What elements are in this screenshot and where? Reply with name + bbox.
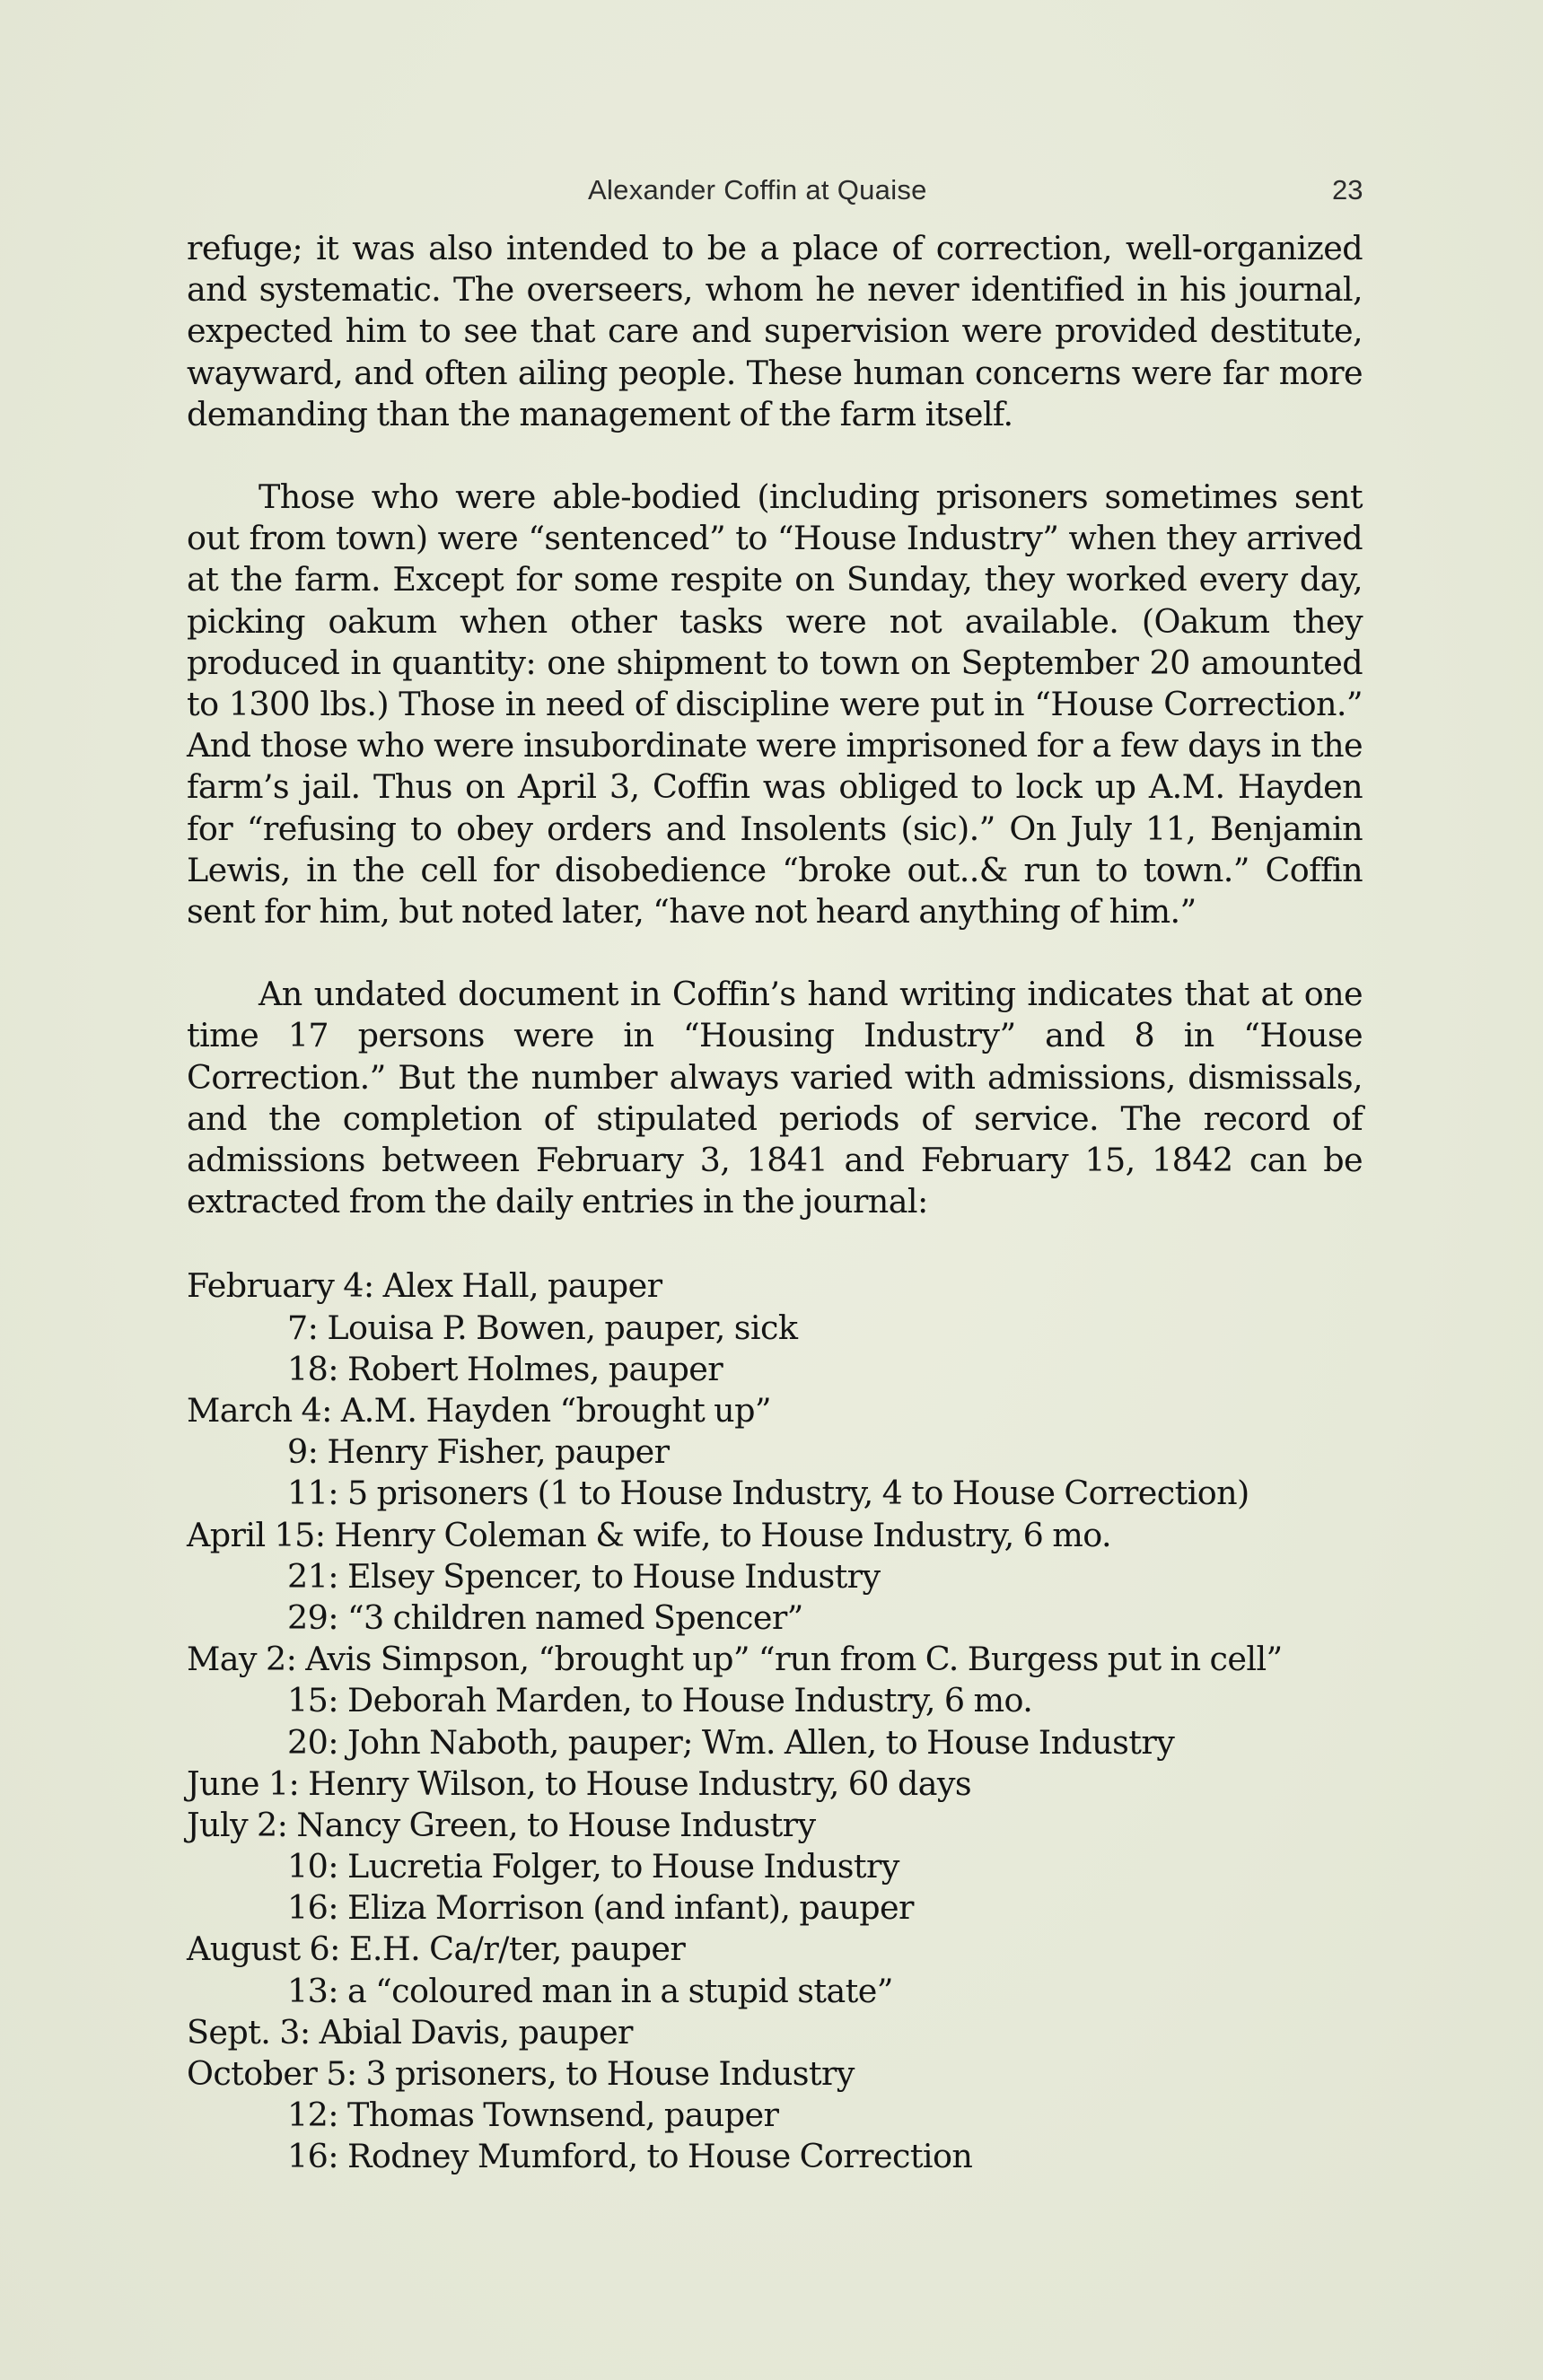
admission-entry: 15: Deborah Marden, to House Industry, 6 mo. [287, 1681, 1033, 1720]
admission-entry: May 2: Avis Simpson, “brought up” “run from C. Burgess put in cell” [187, 1640, 1283, 1679]
admission-entry: Sept. 3: Abial Davis, pauper [187, 2012, 633, 2052]
admission-entry: 29: “3 children named Spencer” [287, 1597, 803, 1637]
admission-entry: 10: Lucretia Folger, to House Industry [287, 1847, 899, 1886]
admission-entry: 7: Louisa P. Bowen, pauper, sick [287, 1308, 798, 1347]
paragraph-1: refuge; it was also intended to be a place of correction, well-organized and systematic. The overseers, whom he never identified in his journal, expected him to see that care and supervision were provided destitute, wayward, and often ailing people. These human concerns were far more demanding than the management of the farm itself. [187, 229, 1363, 433]
admission-entry: 11: 5 prisoners (1 to House Industry, 4 to House Correction) [287, 1474, 1249, 1513]
admissions-list [187, 1265, 1363, 2177]
admission-entry: 9: Henry Fisher, pauper [287, 1432, 670, 1472]
admission-entry: June 1: Henry Wilson, to House Industry, 60 days [187, 1763, 972, 1803]
admission-entry: April 15: Henry Coleman & wife, to House Industry, 6 mo. [187, 1515, 1111, 1554]
paragraph-3: An undated document in Coffin’s hand writing indicates that at one time 17 persons were in “Housing Industry” and 8 in “House Correction.” But the number always varied with admissions, dismissals, and the completion of stipulated periods of service. The record of admissions between February 3, 1841 and February 15, 1842 can be extracted from the daily entries in the journal: [187, 975, 1363, 1221]
admission-entry: 18: Robert Holmes, pauper [287, 1349, 723, 1388]
admission-entry: August 6: E.H. Ca/r/ter, pauper [187, 1929, 686, 1969]
paragraph-gap [187, 932, 1363, 974]
admission-entry: 12: Thomas Townsend, pauper [287, 2096, 779, 2135]
body-text [187, 228, 1363, 2178]
admission-entry: July 2: Nancy Green, to House Industry [187, 1805, 816, 1844]
admission-entry: October 5: 3 prisoners, to House Industry [187, 2054, 855, 2094]
page-number: 23 [1332, 174, 1363, 206]
admission-entry: 21: Elsey Spencer, to House Industry [287, 1556, 881, 1596]
admission-entry: 16: Rodney Mumford, to House Correction [287, 2137, 973, 2176]
admission-entry: 20: John Naboth, pauper; Wm. Allen, to House Industry [287, 1722, 1175, 1762]
admission-entry: February 4: Alex Hall, pauper [187, 1266, 662, 1306]
running-header-title: Alexander Coffin at Quaise [588, 174, 927, 206]
running-header [0, 174, 1543, 210]
admission-entry: March 4: A.M. Hayden “brought up” [187, 1391, 771, 1431]
admission-entry: 13: a “coloured man in a stupid state” [287, 1971, 893, 2010]
paragraph-gap [187, 435, 1363, 477]
admission-entry: 16: Eliza Morrison (and infant), pauper [287, 1888, 914, 1928]
paragraph-2: Those who were able-bodied (including prisoners sometimes sent out from town) were “sentenced” to “House Industry” when they arrived at the farm. Except for some respite on Sunday, they worked every day, picking oakum when other tasks were not available. (Oakum they produced in quantity: one shipment to town on September 20 amounted to 1300 lbs.) Those in need of discipline were put in “House Correction.” And those who were insubordinate were imprisoned for a few days in the farm’s jail. Thus on April 3, Coffin was obliged to lock up A.M. Hayden for “refusing to obey orders and Insolents (sic).” On July 11, Benjamin Lewis, in the cell for disobedience “broke out..& run to town.” Coffin sent for him, but noted later, “have not heard anything of him.” [187, 477, 1363, 932]
